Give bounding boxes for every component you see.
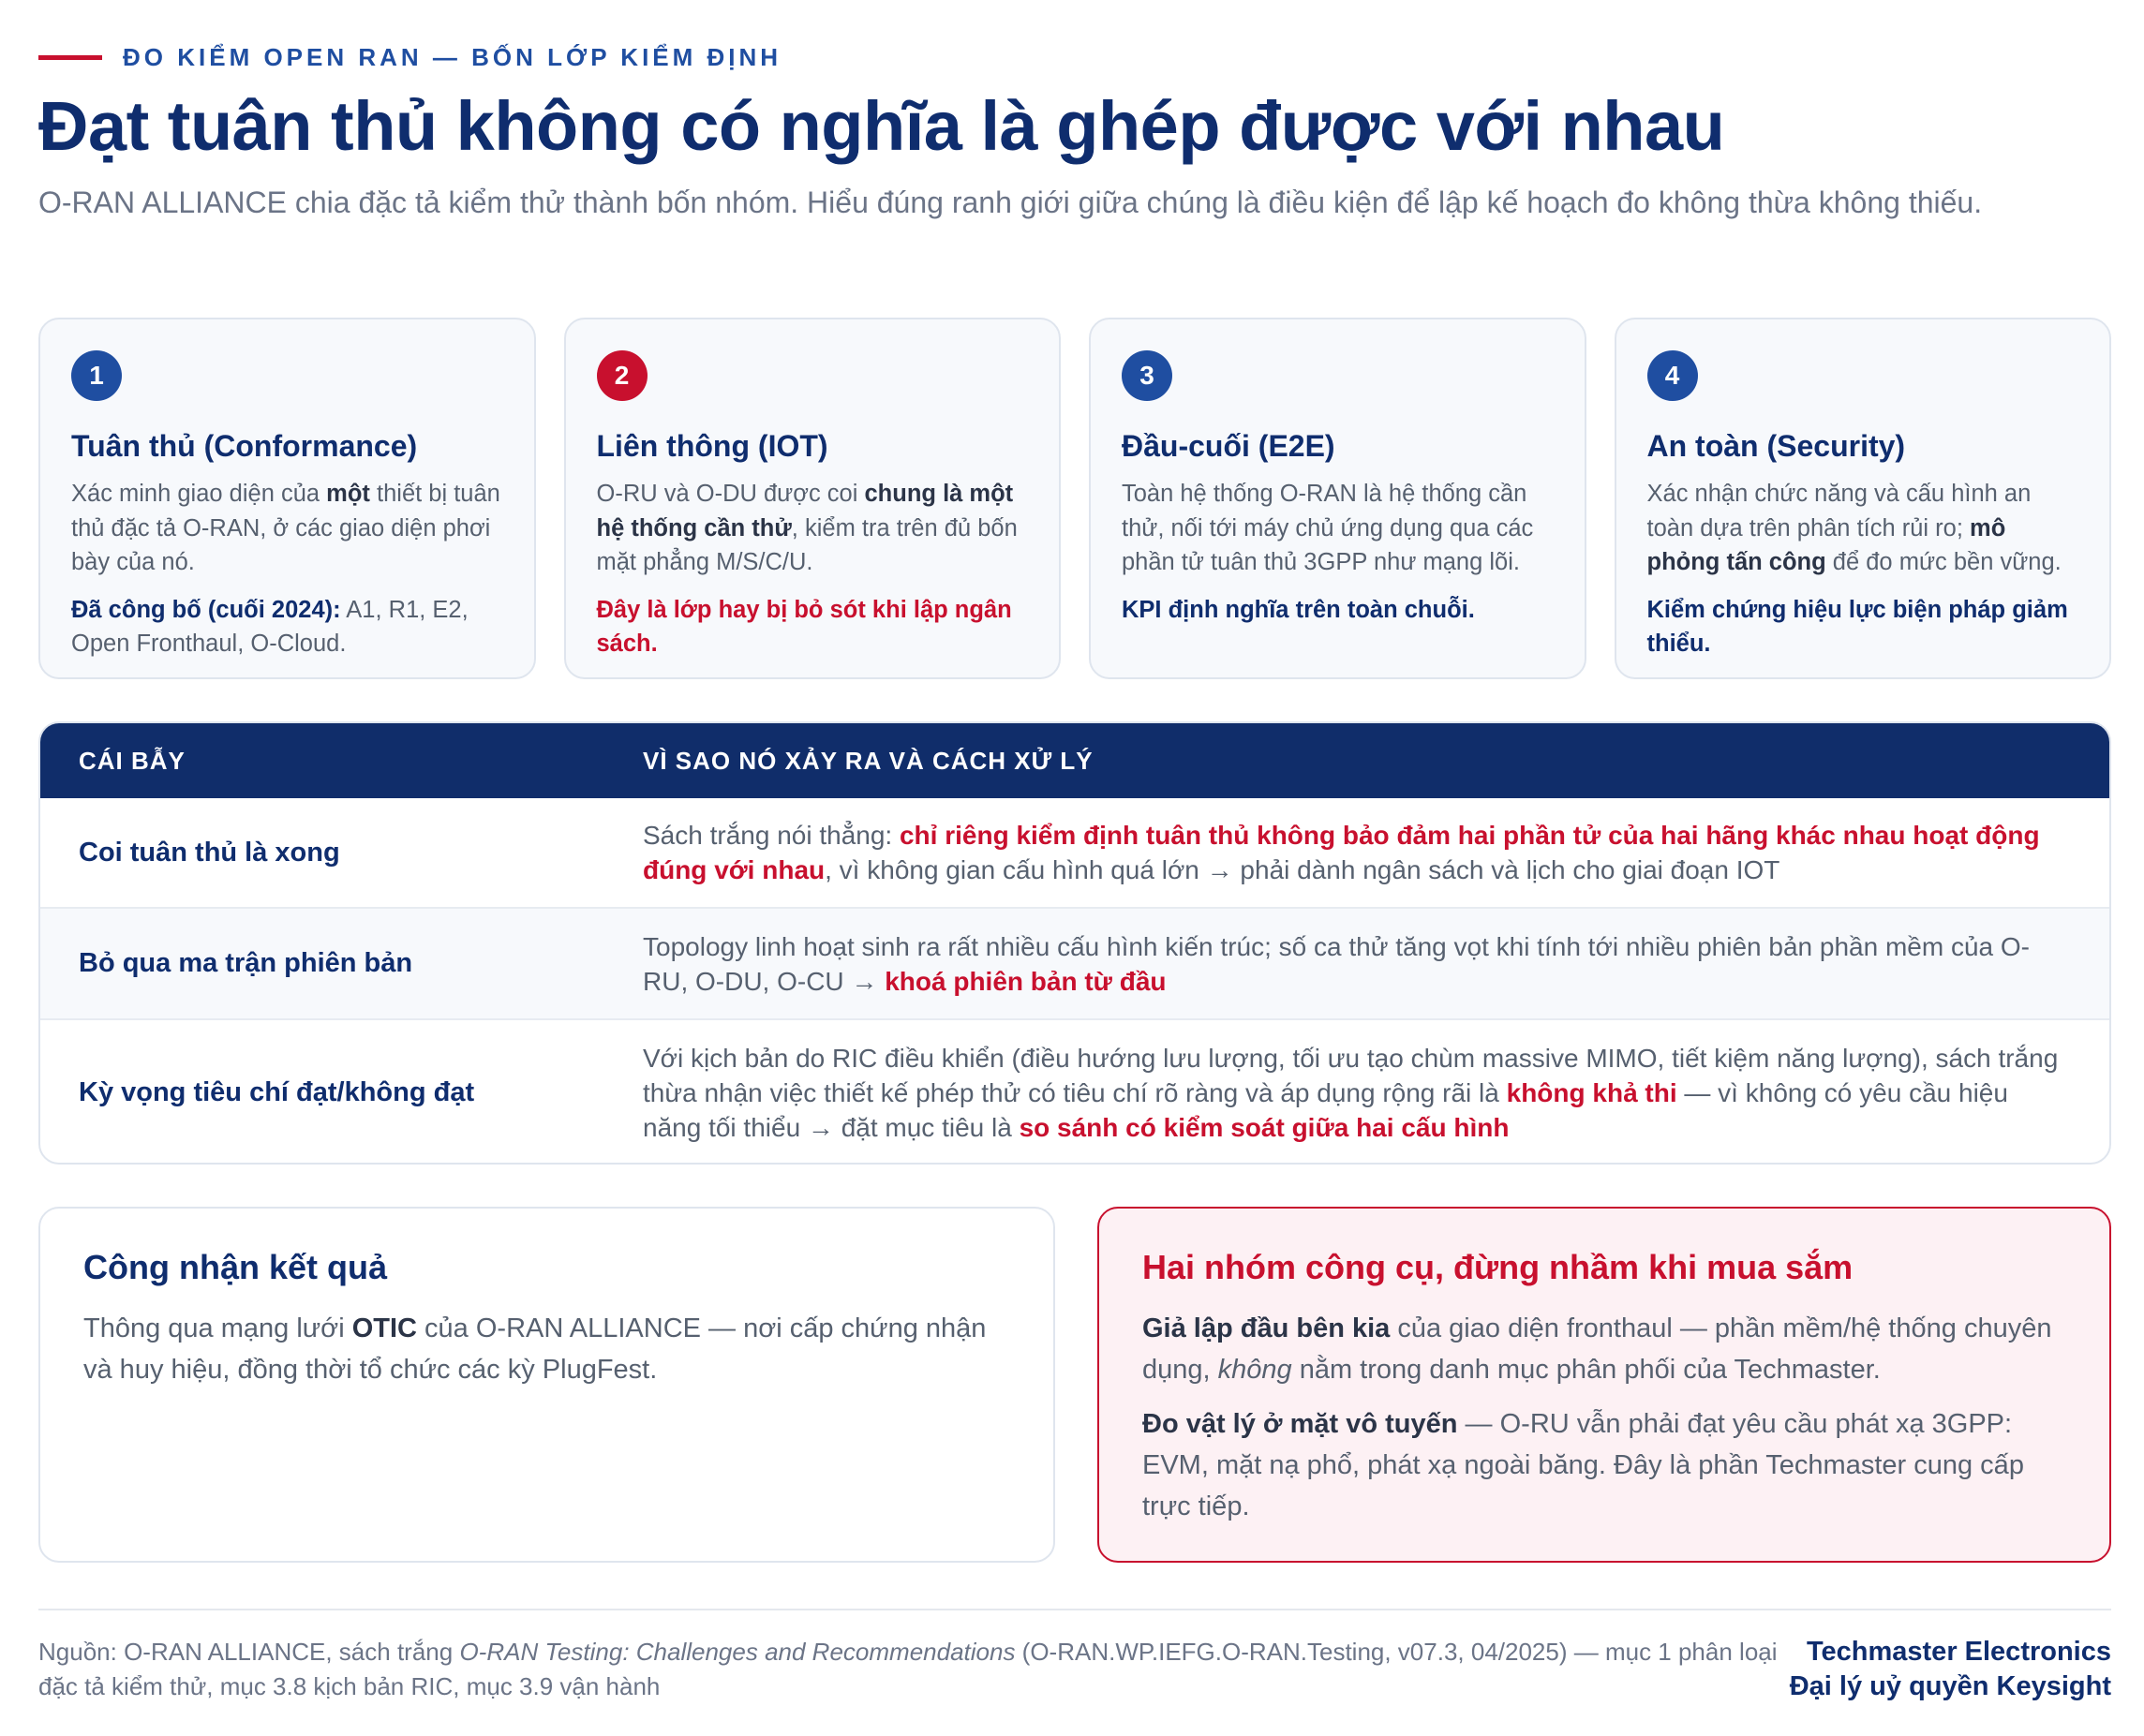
kicker-accent-bar <box>38 55 102 60</box>
card-note: Đây là lớp hay bị bỏ sót khi lập ngân sách. <box>596 596 1012 657</box>
card-number-badge: 2 <box>597 350 648 401</box>
page-title: Đạt tuân thủ không có nghĩa là ghép được với nhau <box>38 87 1725 165</box>
card-title: An toàn (Security) <box>1646 429 1906 463</box>
page-subtitle: O-RAN ALLIANCE chia đặc tả kiểm thử thành bốn nhóm. Hiểu đúng ranh giới giữa chúng là điều kiện để lập kế hoạch đo không thừa không thiếu. <box>38 185 1983 219</box>
card-number-badge: 4 <box>1647 350 1698 401</box>
card-security <box>1615 318 2112 679</box>
table-row <box>40 1020 2109 1165</box>
tools-warning-box <box>1097 1207 2111 1563</box>
card-title: Liên thông (IOT) <box>596 429 828 463</box>
trap-cell: Kỳ vọng tiêu chí đạt/không đạt <box>79 1076 475 1107</box>
brand-block <box>1790 1635 2111 1704</box>
column-header-why: VÌ SAO NÓ XẢY RA VÀ CÁCH XỬ LÝ <box>643 746 1094 775</box>
tools-paragraph-rf: Đo vật lý ở mặt vô tuyến — O-RU vẫn phải đạt yêu cầu phát xạ 3GPP: EVM, mặt nạ phổ, phát xạ ngoài băng. Đây là phần Techmaster cung cấp trực tiếp. <box>1142 1409 2024 1521</box>
recognition-box <box>38 1207 1055 1563</box>
card-number-badge: 3 <box>1122 350 1172 401</box>
card-body: Toàn hệ thống O-RAN là hệ thống cần thử, nối tới máy chủ ứng dụng qua các phần tử tuân thủ 3GPP như mạng lõi. <box>1122 481 1534 575</box>
why-cell: Sách trắng nói thẳng: chỉ riêng kiểm định tuân thủ không bảo đảm hai phần tử của hai hãng khác nhau hoạt động đúng với nhau, vì không gian cấu hình quá lớn → phải dành ngân sách và lịch cho giai đoạn IOT <box>643 821 2040 884</box>
card-title: Tuân thủ (Conformance) <box>71 429 418 463</box>
kicker-text: ĐO KIỂM OPEN RAN — BỐN LỚP KIỂM ĐỊNH <box>123 42 782 71</box>
tools-paragraph-emulation: Giả lập đầu bên kia của giao diện fronthaul — phần mềm/hệ thống chuyên dụng, không nằm trong danh mục phân phối của Techmaster. <box>1142 1313 2052 1385</box>
recognition-body: Thông qua mạng lưới OTIC của O-RAN ALLIANCE — nơi cấp chứng nhận và huy hiệu, đồng thời tổ chức các kỳ PlugFest. <box>83 1313 987 1385</box>
pitfalls-table <box>38 721 2111 1165</box>
why-cell: Với kịch bản do RIC điều khiển (điều hướng lưu lượng, tối ưu tạo chùm massive MIMO, tiết kiệm năng lượng), sách trắng thừa nhận việc thiết kế phép thử có tiêu chí rõ ràng và áp dụng rộng rãi là không khả thi — vì không có yêu cầu hiệu năng tối thiểu → đặt mục tiêu là so sánh có kiểm soát giữa hai cấu hình <box>643 1043 2059 1142</box>
card-note: KPI định nghĩa trên toàn chuỗi. <box>1122 596 1475 623</box>
card-body: O-RU và O-DU được coi chung là một hệ thống cần thử, kiểm tra trên đủ bốn mặt phẳng M/S/C/U. <box>596 481 1018 575</box>
card-conformance <box>38 318 536 679</box>
trap-cell: Coi tuân thủ là xong <box>79 837 340 868</box>
why-cell: Topology linh hoạt sinh ra rất nhiều cấu hình kiến trúc; số ca thử tăng vọt khi tính tới nhiều phiên bản phần mềm của O-RU, O-DU, O-CU → khoá phiên bản từ đầu <box>643 931 2030 996</box>
table-row <box>40 798 2109 909</box>
card-iot <box>564 318 1062 679</box>
recognition-title: Công nhận kết quả <box>83 1248 387 1286</box>
card-body: Xác minh giao diện của một thiết bị tuân thủ đặc tả O-RAN, ở các giao diện phơi bày của nó. <box>71 481 500 575</box>
section-kicker <box>38 41 782 73</box>
footer-divider <box>38 1609 2111 1610</box>
card-note: Kiểm chứng hiệu lực biện pháp giảm thiểu. <box>1646 596 2068 657</box>
table-header <box>40 723 2109 798</box>
tools-title: Hai nhóm công cụ, đừng nhầm khi mua sắm <box>1142 1248 1854 1286</box>
card-body: Xác nhận chức năng và cấu hình an toàn dựa trên phân tích rủi ro; mô phỏng tấn công để đo mức bền vững. <box>1646 481 2062 575</box>
column-header-trap: CÁI BẪY <box>79 746 186 775</box>
card-e2e <box>1089 318 1586 679</box>
trap-cell: Bỏ qua ma trận phiên bản <box>79 948 413 978</box>
table-row <box>40 909 2109 1020</box>
source-citation: Nguồn: O-RAN ALLIANCE, sách trắng O-RAN Testing: Challenges and Recommendations (O-RAN.WP.IEFG.O-RAN.Testing, v07.3, 04/2025) — mục 1 phân loại đặc tả kiểm thử, mục 3.8 kịch bản RIC, mục 3.9 vận hành <box>38 1638 1778 1700</box>
card-number-badge: 1 <box>71 350 122 401</box>
card-title: Đầu-cuối (E2E) <box>1122 429 1335 463</box>
test-categories <box>38 318 2111 679</box>
card-note: Đã công bố (cuối 2024): A1, R1, E2, Open Fronthaul, O-Cloud. <box>71 596 469 657</box>
brand-tagline: Đại lý uỷ quyền Keysight <box>1789 1671 2111 1701</box>
brand-company: Techmaster Electronics <box>1806 1637 2111 1667</box>
